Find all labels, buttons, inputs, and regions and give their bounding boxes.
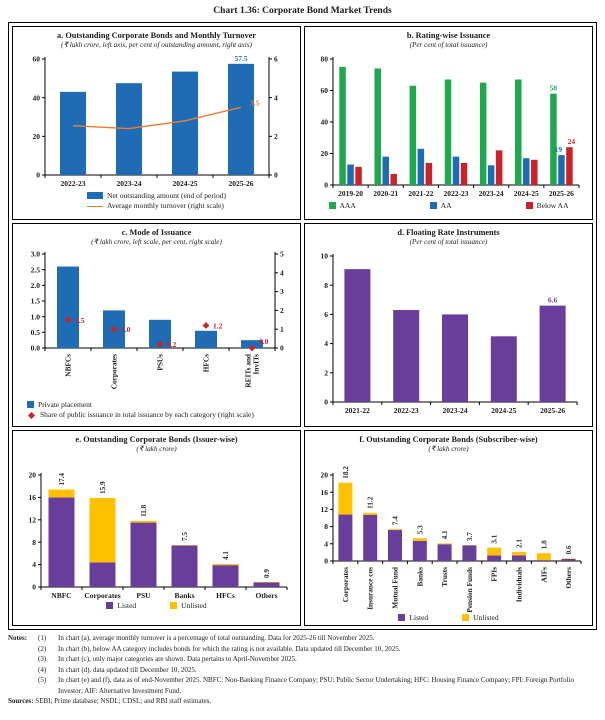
svg-text:0.9: 0.9 [262,568,271,578]
note-number: (2) [38,644,47,653]
note-row [8,644,600,655]
svg-text:3.0: 3.0 [30,249,40,259]
svg-text:3: 3 [279,286,284,296]
note-number: (4) [38,665,47,674]
svg-text:6: 6 [273,54,278,64]
svg-text:2: 2 [323,367,328,377]
svg-text:FPIs: FPIs [489,566,499,582]
svg-text:15.9: 15.9 [98,480,107,494]
aaa-swatch-icon [329,202,336,209]
svg-text:Others: Others [254,590,278,600]
svg-text:Individuals: Individuals [514,566,523,602]
svg-text:20: 20 [320,470,328,480]
svg-text:3.5: 3.5 [249,97,259,107]
notes-block [8,633,600,707]
svg-text:1.5: 1.5 [30,296,40,306]
svg-text:60: 60 [32,54,40,64]
svg-text:7.5: 7.5 [180,531,189,541]
svg-text:1.8: 1.8 [539,539,548,549]
svg-text:HFCs: HFCs [215,590,235,600]
legend-label: AAA [339,200,356,210]
legend-label: Average monthly turnover (right scale) [107,201,224,211]
unlisted-swatch-icon [462,614,469,621]
svg-text:2024-25: 2024-25 [490,405,516,415]
legend-label: Share of public issuance in total issuance by each category (right scale) [40,410,254,420]
svg-text:0: 0 [323,556,328,566]
svg-text:AIFs: AIFs [538,566,548,582]
svg-text:8: 8 [323,521,328,531]
svg-text:4: 4 [323,338,328,348]
sources-row [8,696,600,707]
svg-text:11.2: 11.2 [366,496,375,509]
aa-swatch-icon [430,202,437,209]
svg-text:1.5: 1.5 [74,315,84,325]
note-row [8,654,600,665]
panel-a-title: a. Outstanding Corporate Bonds and Monthly Turnover [57,31,256,40]
svg-text:4.1: 4.1 [440,529,449,539]
panel-c-legend [27,400,254,421]
svg-text:1.0: 1.0 [30,311,40,321]
svg-text:0.5: 0.5 [30,327,40,337]
svg-text:Trusts: Trusts [439,566,449,587]
panel-a-chart [19,51,295,191]
note-text: In chart (a), average monthly turnover is a percentage of total outstanding. Data for 2025-26 till November 2025. [58,634,375,642]
svg-text:2024-25: 2024-25 [172,178,197,188]
svg-text:2021-22: 2021-22 [407,188,433,198]
svg-text:Pension Funds: Pension Funds [464,566,474,613]
svg-text:7.4: 7.4 [391,515,399,525]
svg-text:3.7: 3.7 [465,531,474,541]
svg-text:InvITs: InvITs [251,353,260,375]
svg-text:4: 4 [323,538,328,548]
svg-text:5.3: 5.3 [415,524,424,534]
panel-f-subtitle: (₹ lakh crore) [428,444,469,453]
svg-text:19: 19 [554,144,562,154]
svg-text:REITs and: REITs and [243,353,252,388]
svg-text:18.2: 18.2 [341,465,350,479]
svg-text:0: 0 [273,170,278,180]
svg-text:Mutual Fund: Mutual Fund [390,566,399,609]
svg-text:40: 40 [320,117,328,127]
listed-swatch-icon [398,614,405,621]
note-number: (1) [38,634,47,642]
legend-label: Below AA [536,200,569,210]
svg-text:0: 0 [279,343,284,353]
svg-text:58: 58 [549,83,557,93]
note-text: In chart (d), data updated till December 10, 2025. [58,665,197,674]
svg-text:2.5: 2.5 [30,264,40,274]
svg-text:20: 20 [28,470,36,480]
svg-text:PSUs: PSUs [155,353,164,371]
svg-text:6.6: 6.6 [547,295,557,305]
svg-text:0: 0 [323,180,328,190]
svg-text:80: 80 [320,54,328,64]
svg-text:2025-26: 2025-26 [548,188,574,198]
legend-label: Listed [409,612,429,622]
panel-a-subtitle: (₹ lakh crore, left axis, per cent of outstanding amount, right axis) [61,40,252,49]
panel-e-subtitle: (₹ lakh crore) [136,444,177,453]
svg-text:2: 2 [279,305,284,315]
panel-b-title: b. Rating-wise Issuance [406,31,491,40]
panel-c-subtitle: (₹ lakh crore, left scale, per cent, right scale) [91,237,222,246]
svg-text:2.1: 2.1 [515,538,523,548]
panel-b-chart [311,51,587,201]
legend-label: Unlisted [473,612,499,622]
svg-text:2024-25: 2024-25 [513,188,539,198]
panel-e [12,430,301,626]
svg-text:17.4: 17.4 [57,472,66,486]
svg-text:0.2: 0.2 [166,339,176,349]
legend-label: Listed [117,600,137,610]
svg-text:2020-21: 2020-21 [372,188,398,198]
legend-label: AA [440,200,452,210]
svg-text:16: 16 [320,487,328,497]
svg-text:5: 5 [279,249,284,259]
svg-text:16: 16 [28,492,36,502]
svg-text:6: 6 [323,309,328,319]
line-swatch-icon [87,206,103,207]
svg-text:8: 8 [31,537,36,547]
svg-text:2: 2 [273,131,278,141]
panel-d-chart [311,248,587,418]
panel-b [304,26,593,220]
legend-label: Private placement [38,399,92,409]
svg-text:60: 60 [320,85,328,95]
unlisted-swatch-icon [170,602,177,609]
svg-text:10: 10 [320,251,328,261]
panel-b-subtitle: (Per cent of total issuance) [409,40,488,49]
svg-text:4: 4 [31,559,36,569]
panel-c [12,223,301,427]
panel-a [12,26,301,220]
svg-text:2025-26: 2025-26 [539,405,565,415]
note-row [8,633,600,644]
svg-text:12: 12 [28,514,36,524]
svg-text:2022-23: 2022-23 [393,405,419,415]
svg-text:Corporates: Corporates [340,566,350,602]
svg-text:0.6: 0.6 [564,545,573,555]
svg-text:2023-24: 2023-24 [116,178,141,188]
note-number: (5) [38,676,47,684]
bar-swatch-icon [87,192,103,199]
panel-d [304,223,593,427]
svg-text:Insurance cos: Insurance cos [365,566,375,610]
legend-label: Unlisted [181,600,207,610]
panel-a-legend [87,191,226,212]
svg-text:11.8: 11.8 [139,504,148,517]
note-row [8,665,600,676]
svg-text:1: 1 [279,324,284,334]
panel-b-legend [329,201,569,212]
below-aa-swatch-icon [526,202,533,209]
bar-swatch-icon [27,401,34,408]
svg-text:24: 24 [567,136,575,146]
panel-f [304,430,593,626]
panel-e-title: e. Outstanding Corporate Bonds (Issuer-wise) [75,435,238,444]
svg-text:Banks: Banks [414,566,424,587]
note-text: In chart (b), below AA category includes bonds for which the rating is not available. Data updated till December 10, 2025. [58,644,401,653]
panel-c-chart [19,248,295,400]
svg-text:4: 4 [279,267,284,277]
listed-swatch-icon [106,602,113,609]
svg-text:PSU: PSU [135,590,151,600]
panel-e-chart [19,455,295,601]
svg-text:0: 0 [323,397,328,407]
svg-text:NBFC: NBFC [50,590,72,600]
panel-e-legend [106,601,206,612]
svg-text:0.0: 0.0 [258,336,268,346]
svg-text:2021-22: 2021-22 [344,405,370,415]
svg-text:8: 8 [323,280,328,290]
panel-d-title: d. Floating Rate Instruments [397,228,500,237]
svg-text:3.1: 3.1 [490,534,499,544]
svg-text:2023-24: 2023-24 [478,188,504,198]
svg-text:2022-23: 2022-23 [60,178,85,188]
svg-text:12: 12 [320,504,328,514]
note-number: (3) [38,655,47,663]
legend-label: Net outstanding amount (end of period) [107,190,226,200]
svg-text:40: 40 [32,92,40,102]
panel-f-chart [311,455,587,613]
panel-f-legend [398,613,498,624]
panel-c-title: c. Mode of Issuance [121,228,192,237]
svg-text:Banks: Banks [173,590,195,600]
svg-text:57.5: 57.5 [233,53,248,63]
svg-text:4.1: 4.1 [221,550,230,560]
svg-text:Others: Others [563,566,573,589]
figure-frame [8,22,597,630]
svg-text:20: 20 [32,131,40,141]
svg-text:2019-20: 2019-20 [337,188,363,198]
note-row [8,675,600,696]
note-text: In chart (c), only major categories are shown. Data pertains to April-November 2025. [58,655,297,663]
svg-text:Corporates: Corporates [83,590,121,600]
note-text: In chart (e) and (f), data as of end-November 2025. NBFC: Non-Banking Finance Company; PSU: Public Sector Undertaking; HFC: Housing Finance Company; FPI: Foreign Portfolio Investor; AIF: Alternative Investment Fund. [58,676,574,695]
svg-text:2023-24: 2023-24 [442,405,467,415]
svg-text:0: 0 [35,170,40,180]
panel-f-title: f. Outstanding Corporate Bonds (Subscriber-wise) [359,435,538,444]
svg-text:HFCs: HFCs [201,353,210,372]
svg-text:20: 20 [320,148,328,158]
svg-text:Corporates: Corporates [109,353,118,389]
figure-title: Chart 1.36: Corporate Bond Market Trends [213,6,392,16]
svg-text:1.2: 1.2 [212,321,222,331]
svg-text:0: 0 [31,582,36,592]
svg-text:2.0: 2.0 [30,280,40,290]
diamond-swatch-icon [28,412,35,419]
svg-text:1.0: 1.0 [120,324,130,334]
svg-text:NBFCs: NBFCs [63,353,72,377]
svg-text:4: 4 [273,92,278,102]
sources-label: Sources: [8,697,34,705]
panel-d-subtitle: (Per cent of total issuance) [409,237,488,246]
svg-text:2022-23: 2022-23 [443,188,468,198]
svg-text:0.0: 0.0 [30,343,40,353]
sources-text: SEBI; Prime database; NSDL; CDSL; and RBI staff estimates. [35,697,212,705]
notes-label: Notes: [8,634,28,642]
svg-text:2025-26: 2025-26 [228,178,253,188]
